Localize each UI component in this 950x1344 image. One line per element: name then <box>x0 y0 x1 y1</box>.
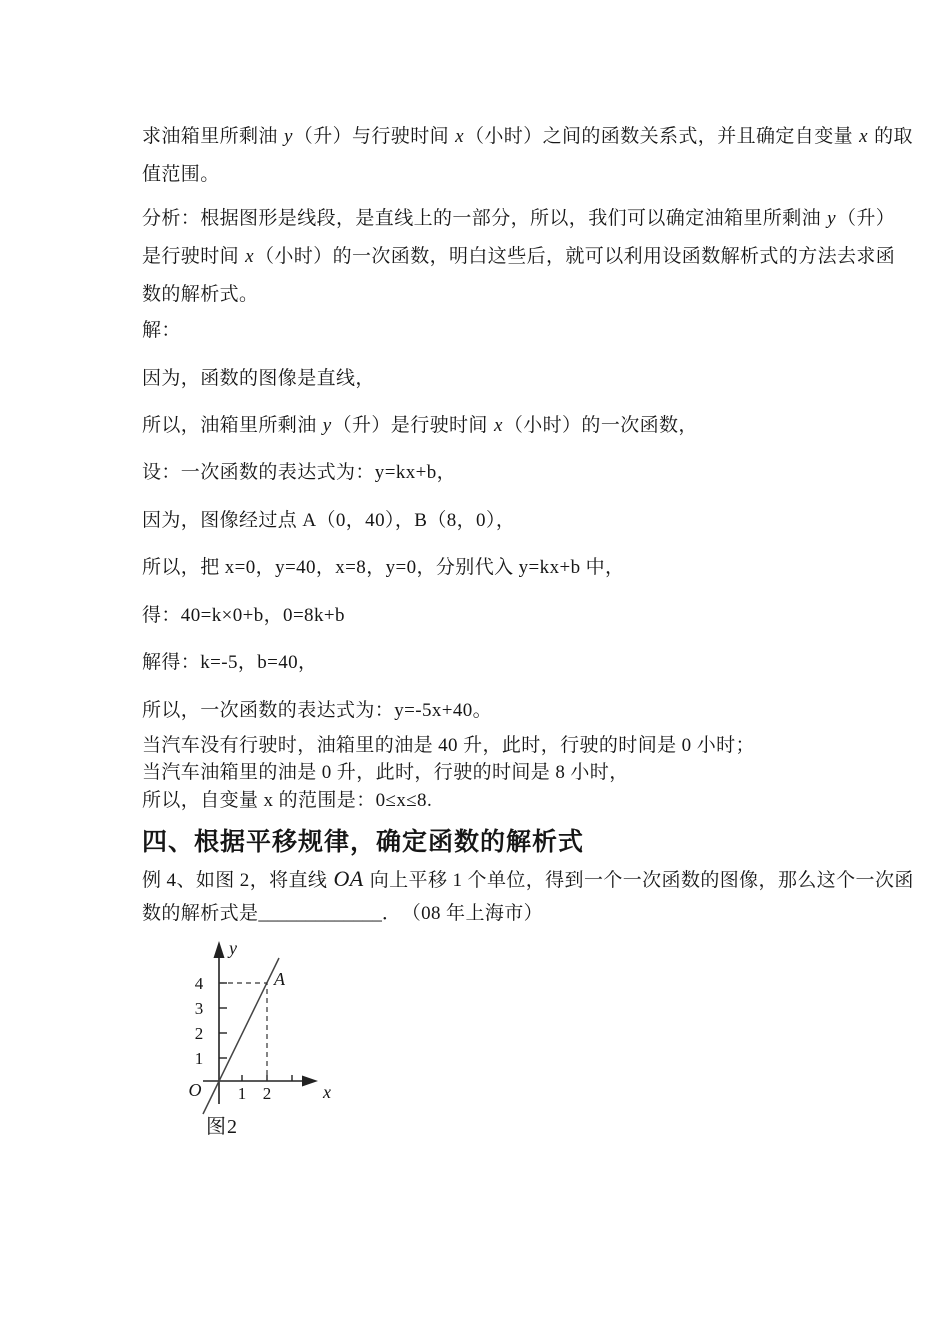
inline-var: x <box>245 246 254 267</box>
example-line <box>142 903 543 926</box>
text-segment: （小时）的一次函数，明白这些后，就可以利用设函数解析式的方法去求函 <box>255 246 896 267</box>
x-axis-label: x <box>323 1082 331 1102</box>
text-segment: 的取 <box>869 126 913 147</box>
text-segment: （小时）的一次函数， <box>503 415 698 436</box>
text-segment: ． （08 年上海市） <box>381 903 544 924</box>
text-segment: 解： <box>142 320 181 341</box>
analysis-line <box>142 208 895 231</box>
inline-var: y <box>283 126 293 147</box>
y-tick-label-3: 3 <box>194 999 204 1018</box>
text-segment: 求油箱里所剩油 <box>142 126 283 147</box>
text-segment: 值范围。 <box>142 164 220 185</box>
solution-line <box>142 557 624 580</box>
text-segment: 解得：k=-5，b=40， <box>142 652 318 673</box>
text-segment: 因为，函数的图像是直线， <box>142 368 375 389</box>
x-tick-label-1: 1 <box>237 1084 247 1103</box>
text-segment: 例 4、如图 2，将直线 <box>142 870 333 891</box>
text-segment: 分析：根据图形是线段，是直线上的一部分，所以，我们可以确定油箱里所剩油 <box>142 208 827 229</box>
figure-2-graph <box>165 938 345 1138</box>
y-tick-label-1: 1 <box>194 1049 204 1068</box>
example-line <box>142 866 914 893</box>
text-segment: 所以，油箱里所剩油 <box>142 415 322 436</box>
paragraph-line <box>142 164 220 187</box>
inline-var: x <box>455 126 464 147</box>
solution-line <box>142 320 181 343</box>
inline-oa: OA <box>333 866 364 891</box>
figure-caption: 图2 <box>206 1116 238 1138</box>
range-line <box>142 790 432 813</box>
y-tick-label-2: 2 <box>194 1024 204 1043</box>
section-heading: 四、根据平移规律，确定函数的解析式 <box>142 828 585 856</box>
x-tick-label-2: 2 <box>262 1084 272 1103</box>
y-tick-label-4: 4 <box>194 974 204 993</box>
text-segment: 是行驶时间 <box>142 246 245 267</box>
text-segment: 设：一次函数的表达式为：y=kx+b， <box>142 462 457 483</box>
y-axis-ticks <box>219 983 227 1058</box>
solution-line <box>142 652 317 675</box>
inline-var: x <box>859 126 868 147</box>
origin-label: O <box>188 1080 202 1100</box>
inline-var: x <box>493 415 503 436</box>
text-segment: 向上平移 1 个单位，得到一个一次函数的图像，那么这个一次函 <box>364 870 914 891</box>
range-line <box>142 762 629 785</box>
solution-line <box>142 510 515 533</box>
text-segment: （小时）之间的函数关系式，并且确定自变量 <box>465 126 859 147</box>
inline-var: y <box>322 415 332 436</box>
y-axis-label: y <box>229 938 237 958</box>
text-segment: 数的解析式是 <box>142 903 259 924</box>
solution-line <box>142 368 375 391</box>
analysis-line <box>142 246 895 269</box>
inline-blank: _____________ <box>258 903 382 924</box>
text-segment: 当汽车油箱里的油是 0 升，此时，行驶的时间是 8 小时， <box>142 762 629 783</box>
text-segment: 所以，把 x=0，y=40，x=8，y=0，分别代入 y=kx+b 中， <box>142 557 625 578</box>
text-segment: 当汽车没有行驶时，油箱里的油是 40 升，此时，行驶的时间是 0 小时； <box>142 735 755 756</box>
analysis-line <box>142 284 258 307</box>
text-segment: 得：40=k×0+b，0=8k+b <box>142 605 345 626</box>
x-axis-arrow-icon <box>302 1076 318 1087</box>
text-segment: 所以，一次函数的表达式为：y=-5x+40。 <box>142 700 493 721</box>
text-segment: 所以，自变量 x 的范围是：0≤x≤8. <box>142 790 433 811</box>
text-segment: 数的解析式。 <box>142 284 259 305</box>
text-segment: 因为，图像经过点 A（0，40），B（8，0）， <box>142 510 516 531</box>
text-segment: （升）是行驶时间 <box>332 415 493 436</box>
text-segment: （升）与行驶时间 <box>293 126 455 147</box>
point-a-label: A <box>274 969 285 989</box>
inline-var: y <box>827 208 836 229</box>
solution-line <box>142 462 456 485</box>
solution-line <box>142 700 492 723</box>
solution-line <box>142 415 698 438</box>
text-segment: （升） <box>837 208 896 229</box>
range-line <box>142 735 755 758</box>
paragraph-line <box>142 126 913 149</box>
y-axis-arrow-icon <box>214 941 225 958</box>
solution-line <box>142 605 345 628</box>
